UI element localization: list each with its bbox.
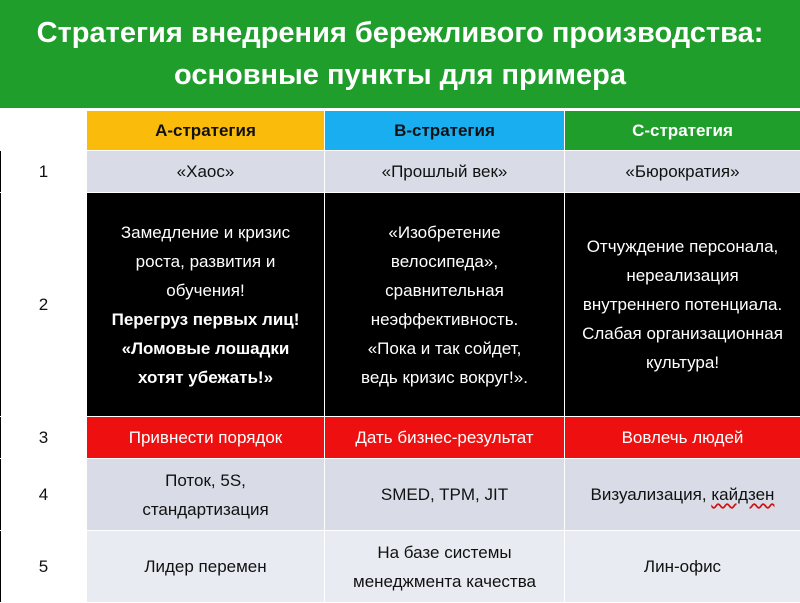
cell-line: неэффективность. xyxy=(329,305,560,334)
table-row xyxy=(1,151,800,193)
cell-line: «Ломовые лошадки xyxy=(91,334,320,363)
cell-line: Замедление и кризис xyxy=(91,218,320,247)
header-c-strategy: С-стратегия xyxy=(565,111,800,151)
cell-text-kaizen: кайдзен xyxy=(711,485,774,504)
cell-c: Вовлечь людей xyxy=(565,417,800,459)
cell-line: сравнительная xyxy=(329,276,560,305)
cell-line: Поток, 5S, xyxy=(91,466,320,495)
cell-line: Слабая организационная xyxy=(569,319,796,348)
header-row xyxy=(1,111,800,151)
corner-cell xyxy=(1,111,87,151)
cell-line: обучения! xyxy=(91,276,320,305)
row-number: 2 xyxy=(1,193,87,417)
cell-line: роста, развития и xyxy=(91,247,320,276)
table-row xyxy=(1,531,800,603)
cell-line: «Изобретение xyxy=(329,218,560,247)
cell-b xyxy=(325,531,565,603)
row-number: 4 xyxy=(1,459,87,531)
table-row xyxy=(1,459,800,531)
row-number: 5 xyxy=(1,531,87,603)
cell-line: ведь кризис вокруг!». xyxy=(329,363,560,392)
cell-c xyxy=(565,459,800,531)
cell-a: «Хаос» xyxy=(87,151,325,193)
row-number: 1 xyxy=(1,151,87,193)
cell-a: Привнести порядок xyxy=(87,417,325,459)
cell-line: стандартизация xyxy=(91,495,320,524)
cell-b: «Прошлый век» xyxy=(325,151,565,193)
cell-c xyxy=(565,193,800,417)
cell-line: велосипеда», xyxy=(329,247,560,276)
header-a-strategy: А-стратегия xyxy=(87,111,325,151)
cell-line: хотят убежать!» xyxy=(91,363,320,392)
cell-line: внутреннего потенциала. xyxy=(569,290,796,319)
cell-line: Отчуждение персонала, xyxy=(569,232,796,261)
title-banner xyxy=(0,0,800,108)
cell-c: Лин-офис xyxy=(565,531,800,603)
cell-line: культура! xyxy=(569,348,796,377)
header-b-strategy: В-стратегия xyxy=(325,111,565,151)
table-row xyxy=(1,193,800,417)
cell-b: SMED, TPM, JIT xyxy=(325,459,565,531)
cell-line: Перегруз первых лиц! xyxy=(91,305,320,334)
cell-line: менеджмента качества xyxy=(329,567,560,596)
page-title-line1: Стратегия внедрения бережливого производства: xyxy=(37,12,764,54)
cell-text: Визуализация, xyxy=(591,485,712,504)
cell-a xyxy=(87,193,325,417)
table-row xyxy=(1,417,800,459)
cell-line: На базе системы xyxy=(329,538,560,567)
cell-b xyxy=(325,193,565,417)
strategy-table xyxy=(0,110,800,603)
cell-c: «Бюрократия» xyxy=(565,151,800,193)
page-title-line2: основные пункты для примера xyxy=(174,54,626,96)
cell-line: «Пока и так сойдет, xyxy=(329,334,560,363)
cell-a xyxy=(87,459,325,531)
cell-a: Лидер перемен xyxy=(87,531,325,603)
row-number: 3 xyxy=(1,417,87,459)
cell-b: Дать бизнес-результат xyxy=(325,417,565,459)
cell-line: нереализация xyxy=(569,261,796,290)
